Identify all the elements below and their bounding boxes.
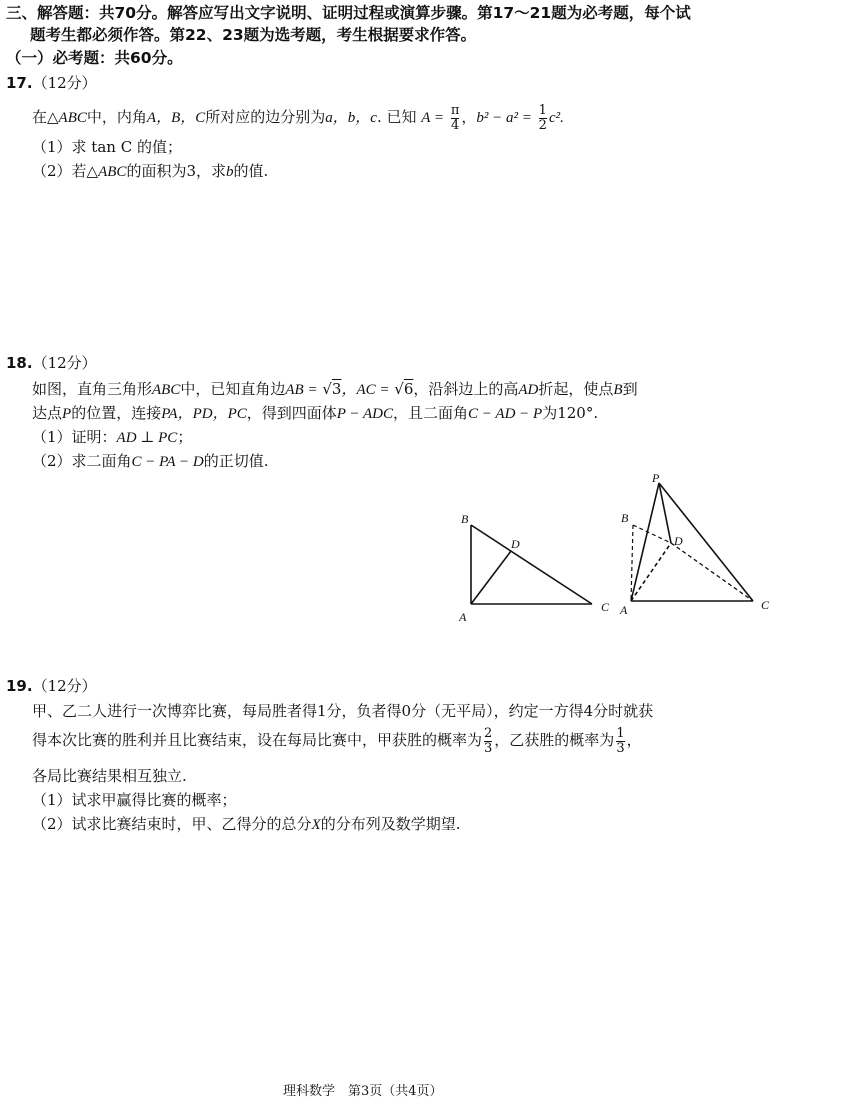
question-number: 17. [6, 74, 33, 92]
question-18-part-2 [32, 450, 269, 473]
figure-label-c: C [761, 598, 770, 612]
question-number: 19. [6, 677, 33, 695]
question-17-stem [32, 100, 564, 135]
section-heading-line1: 三、解答题：共70分。解答应写出文字说明、证明过程或演算步骤。第17～21题为必考题，每个试 [6, 4, 691, 22]
fraction-numerator: π [450, 102, 460, 118]
figure-label-a: A [620, 603, 628, 617]
fraction-two-thirds [484, 727, 492, 756]
stem-text: ，且二面角 [393, 404, 469, 422]
figure-label-p: P [652, 471, 660, 485]
math-sqrt-3: 3 [331, 380, 342, 398]
stem-text: ，得到四面体 [246, 404, 337, 422]
math-tetrahedron: P − ADC [336, 406, 394, 422]
stem-text: ， [461, 108, 477, 126]
stem-text: ， [626, 731, 642, 749]
math-ac: ，AC = [341, 382, 390, 398]
part-text: （1）证明： [32, 428, 117, 446]
math-triangle: ABC [58, 110, 87, 126]
part-text: 的值. [233, 162, 269, 180]
stem-text: 所对应的边分别为 [205, 108, 326, 126]
question-17-header [6, 72, 97, 94]
question-17-part-2 [32, 160, 268, 183]
section-subheading: （一）必考题：共60分。 [6, 49, 183, 67]
part-text: （2）若△ [32, 162, 99, 180]
stem-text: 的位置，连接 [71, 404, 162, 422]
fraction-denominator: 2 [538, 117, 547, 133]
question-19-line-2 [32, 722, 642, 758]
fraction-numerator: 1 [616, 725, 625, 741]
part-text: 的面积为3，求 [126, 162, 226, 180]
stem-text: 到 [622, 380, 638, 398]
stem-text: . 已知 [376, 108, 417, 126]
math-variable: b [225, 164, 234, 180]
part-text: （2）试求比赛结束时，甲、乙得分的总分 [32, 815, 312, 833]
figure-label-b: B [621, 511, 629, 525]
math-angles: A，B，C [146, 110, 206, 126]
stem-text: 折起，使点 [538, 380, 614, 398]
math-variable-x: X [311, 817, 321, 833]
fraction-denominator: 3 [616, 740, 625, 756]
math-equation: b² − a² = [476, 110, 532, 126]
stem-text: ，乙获胜的概率为 [494, 731, 615, 749]
fraction-pi-over-4 [451, 104, 460, 133]
fraction-one-third [616, 727, 624, 756]
figure-label-a: A [459, 610, 467, 624]
question-18-line-1: 如图，直角三角形ABC中，已知直角边AB = √3，AC = √6，沿斜边上的高AD折起，使点B到 [32, 380, 638, 398]
figure-tetrahedron [618, 470, 778, 620]
stem-text: 中，已知直角边 [180, 380, 286, 398]
figure-label-b: B [461, 512, 469, 526]
math-sqrt-6: 6 [403, 380, 414, 398]
fraction-one-half [539, 104, 547, 133]
part-text: ； [177, 428, 193, 446]
question-points: （12分） [32, 354, 97, 372]
figure-label-c: C [601, 600, 610, 614]
fraction-numerator: 1 [538, 102, 547, 118]
question-18-part-1 [32, 426, 192, 449]
math-ad: AD [518, 382, 539, 398]
question-number: 18. [6, 354, 33, 372]
math-dihedral-angle: C − AD − P [468, 406, 543, 422]
figure-label-d: D [674, 534, 683, 548]
math-dihedral-angle: C − PA − D [131, 454, 204, 470]
section-heading-line2: 题考生都必须作答。第22、23题为选考题，考生根据要求作答。 [30, 26, 477, 44]
question-19-line-1: 甲、乙二人进行一次博弈比赛，每局胜者得1分，负者得0分（无平局），约定一方得4分时就获 [32, 702, 654, 720]
stem-text: ，沿斜边上的高 [413, 380, 519, 398]
math-triangle: ABC [98, 164, 127, 180]
page-footer: 理科数学 第3页（共4页） [283, 1084, 443, 1099]
part-text: 的分布列及数学期望. [320, 815, 461, 833]
question-18-line-2 [32, 402, 598, 425]
math-ab: AB = [285, 382, 318, 398]
question-19-part-2 [32, 813, 461, 836]
fraction-denominator: 3 [484, 740, 493, 756]
question-19-part-1: （1）试求甲赢得比赛的概率； [32, 791, 237, 809]
math-point-b: B [613, 382, 623, 398]
stem-text: 达点 [32, 404, 63, 422]
math-triangle: ABC [152, 382, 181, 398]
question-points: （12分） [32, 677, 97, 695]
fraction-numerator: 2 [484, 725, 493, 741]
part-text: （2）求二面角 [32, 452, 132, 470]
math-angle-a: A = [421, 110, 445, 126]
math-sides: a，b，c [325, 110, 377, 126]
question-points: （12分） [32, 74, 97, 92]
fraction-denominator: 4 [450, 117, 460, 133]
stem-text: 在△ [32, 108, 59, 126]
figure-label-d: D [511, 537, 520, 551]
math-point-p: P [62, 406, 72, 422]
stem-text: 得本次比赛的胜利并且比赛结束，设在每局比赛中，甲获胜的概率为 [32, 731, 483, 749]
figure-right-triangle [455, 508, 625, 626]
question-18-header [6, 352, 97, 374]
question-17-part-1: （1）求 tan C 的值； [32, 138, 182, 156]
math-perpendicular: AD ⊥ PC [116, 430, 178, 446]
math-segments: PA，PD，PC [161, 406, 247, 422]
stem-text: 中，内角 [86, 108, 147, 126]
question-19-line-3: 各局比赛结果相互独立. [32, 767, 187, 785]
stem-text: 为120°. [542, 404, 599, 422]
math-c-squared: c². [548, 110, 564, 126]
question-19-header [6, 675, 97, 697]
part-text: 的正切值. [203, 452, 269, 470]
stem-text: 如图，直角三角形 [32, 380, 153, 398]
